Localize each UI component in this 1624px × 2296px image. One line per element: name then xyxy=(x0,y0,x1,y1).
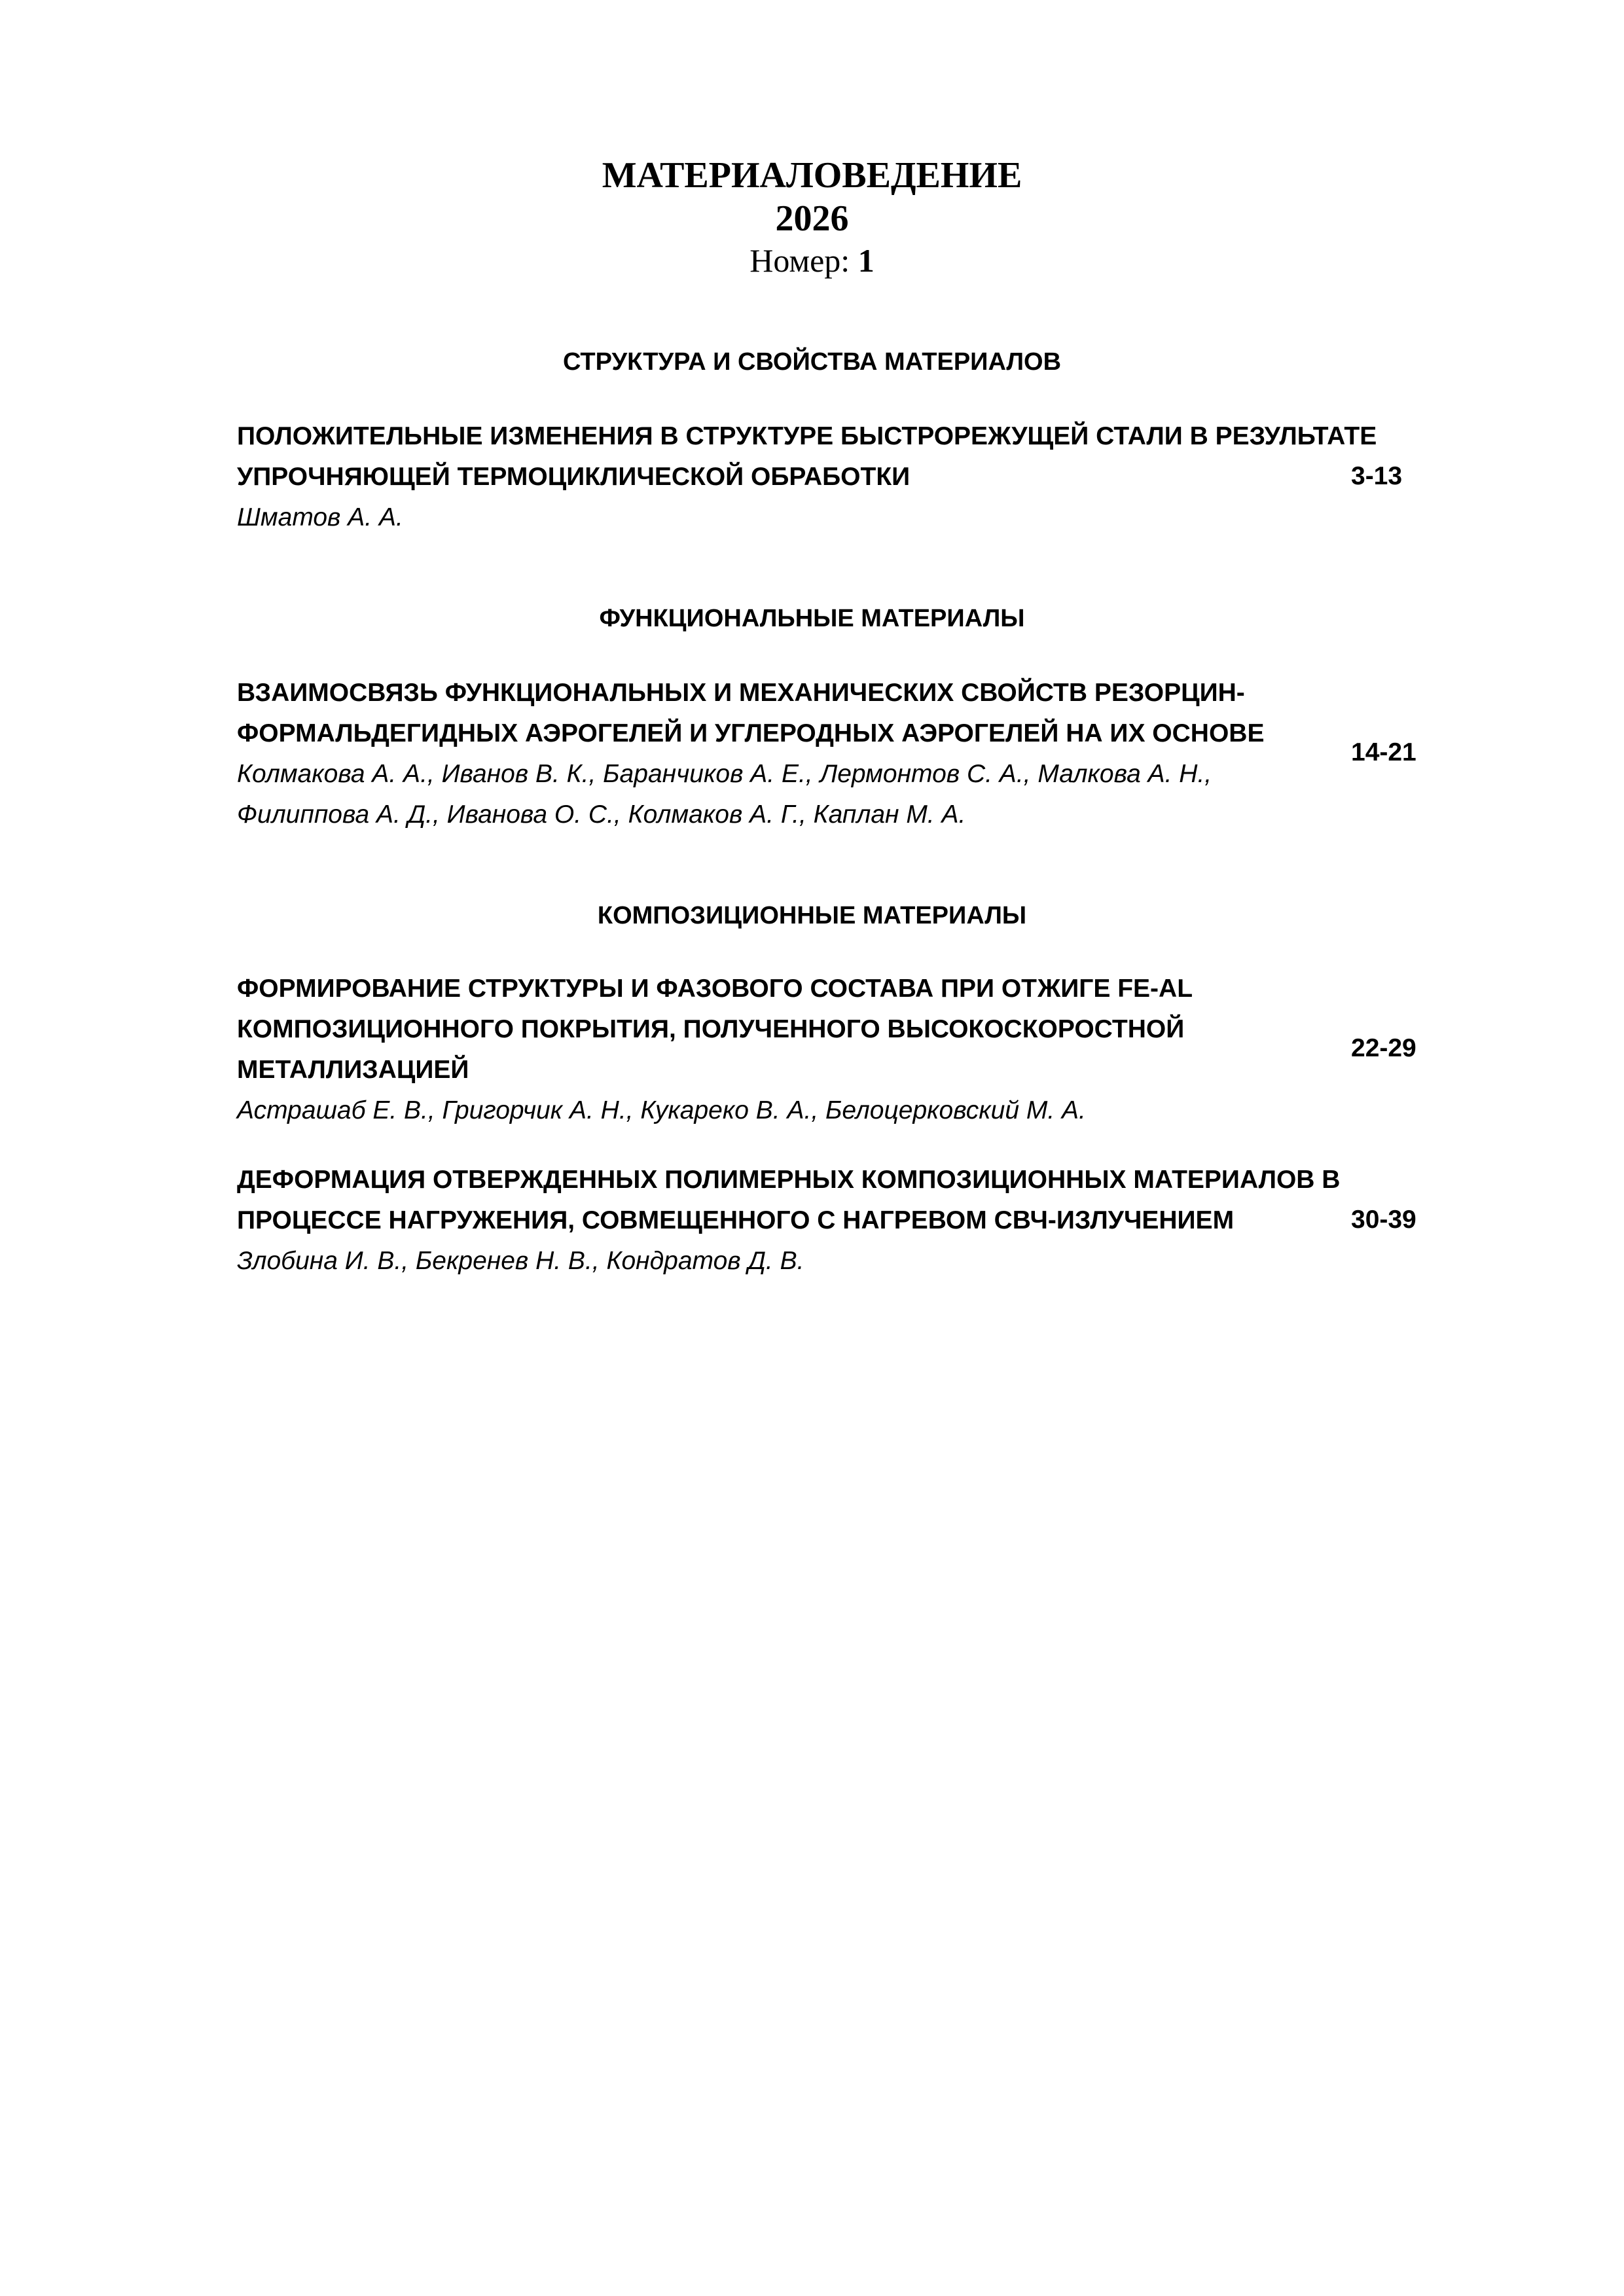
article-authors: Астрашаб Е. В., Григорчик А. Н., Кукареко В. А., Белоцерковский М. А. xyxy=(237,1096,1086,1124)
article-4-pages: 30-39 xyxy=(1351,1206,1416,1234)
article-2-pages: 14-21 xyxy=(1351,738,1416,766)
article-title-line: ФОРМИРОВАНИЕ СТРУКТУРЫ И ФАЗОВОГО СОСТАВА ПРИ ОТЖИГЕ FE-AL xyxy=(237,975,1193,1003)
journal-year: 2026 xyxy=(775,198,849,239)
article-title-line: ВЗАИМОСВЯЗЬ ФУНКЦИОНАЛЬНЫХ И МЕХАНИЧЕСКИХ СВОЙСТВ РЕЗОРЦИН- xyxy=(237,679,1245,707)
article-authors: Злобина И. В., Бекренев Н. В., Кондратов Д. В. xyxy=(237,1247,804,1275)
article-1-pages: 3-13 xyxy=(1351,462,1403,490)
article-title-line: ПОЛОЖИТЕЛЬНЫЕ ИЗМЕНЕНИЯ В СТРУКТУРЕ БЫСТРОРЕЖУЩЕЙ СТАЛИ В РЕЗУЛЬТАТЕ xyxy=(237,422,1377,450)
article-3-pages: 22-29 xyxy=(1351,1034,1416,1062)
section-title-functional: ФУНКЦИОНАЛЬНЫЕ МАТЕРИАЛЫ xyxy=(599,605,1025,632)
issue-label: Номер: xyxy=(749,242,850,279)
section-title-structure: СТРУКТУРА И СВОЙСТВА МАТЕРИАЛОВ xyxy=(562,348,1062,376)
section-title-composite: КОМПОЗИЦИОННЫЕ МАТЕРИАЛЫ xyxy=(597,902,1027,929)
article-3[interactable] xyxy=(237,969,1369,1131)
article-title-line: УПРОЧНЯЮЩЕЙ ТЕРМОЦИКЛИЧЕСКОЙ ОБРАБОТКИ xyxy=(237,463,911,491)
article-title-line: МЕТАЛЛИЗАЦИЕЙ xyxy=(237,1056,469,1084)
journal-issue xyxy=(0,241,1624,280)
article-title-line: ПРОЦЕССЕ НАГРУЖЕНИЯ, СОВМЕЩЕННОГО С НАГРЕВОМ СВЧ-ИЗЛУЧЕНИЕМ xyxy=(237,1206,1235,1234)
article-4[interactable] xyxy=(237,1160,1369,1282)
article-title-line: ДЕФОРМАЦИЯ ОТВЕРЖДЕННЫХ ПОЛИМЕРНЫХ КОМПОЗИЦИОННЫХ МАТЕРИАЛОВ В xyxy=(237,1166,1341,1194)
article-authors: Колмакова А. А., Иванов В. К., Баранчиков А. Е., Лермонтов С. А., Малкова А. Н., xyxy=(237,760,1212,788)
issue-number: 1 xyxy=(857,242,875,279)
article-title-line: ФОРМАЛЬДЕГИДНЫХ АЭРОГЕЛЕЙ И УГЛЕРОДНЫХ АЭРОГЕЛЕЙ НА ИХ ОСНОВЕ xyxy=(237,719,1265,747)
article-authors: Шматов А. А. xyxy=(237,503,403,531)
journal-title: МАТЕРИАЛОВЕДЕНИЕ xyxy=(602,155,1022,196)
article-authors: Филиппова А. Д., Иванова О. С., Колмаков А. Г., Каплан М. А. xyxy=(237,800,966,829)
article-title-line: КОМПОЗИЦИОННОГО ПОКРЫТИЯ, ПОЛУЧЕННОГО ВЫСОКОСКОРОСТНОЙ xyxy=(237,1015,1185,1043)
article-2[interactable] xyxy=(237,673,1369,835)
